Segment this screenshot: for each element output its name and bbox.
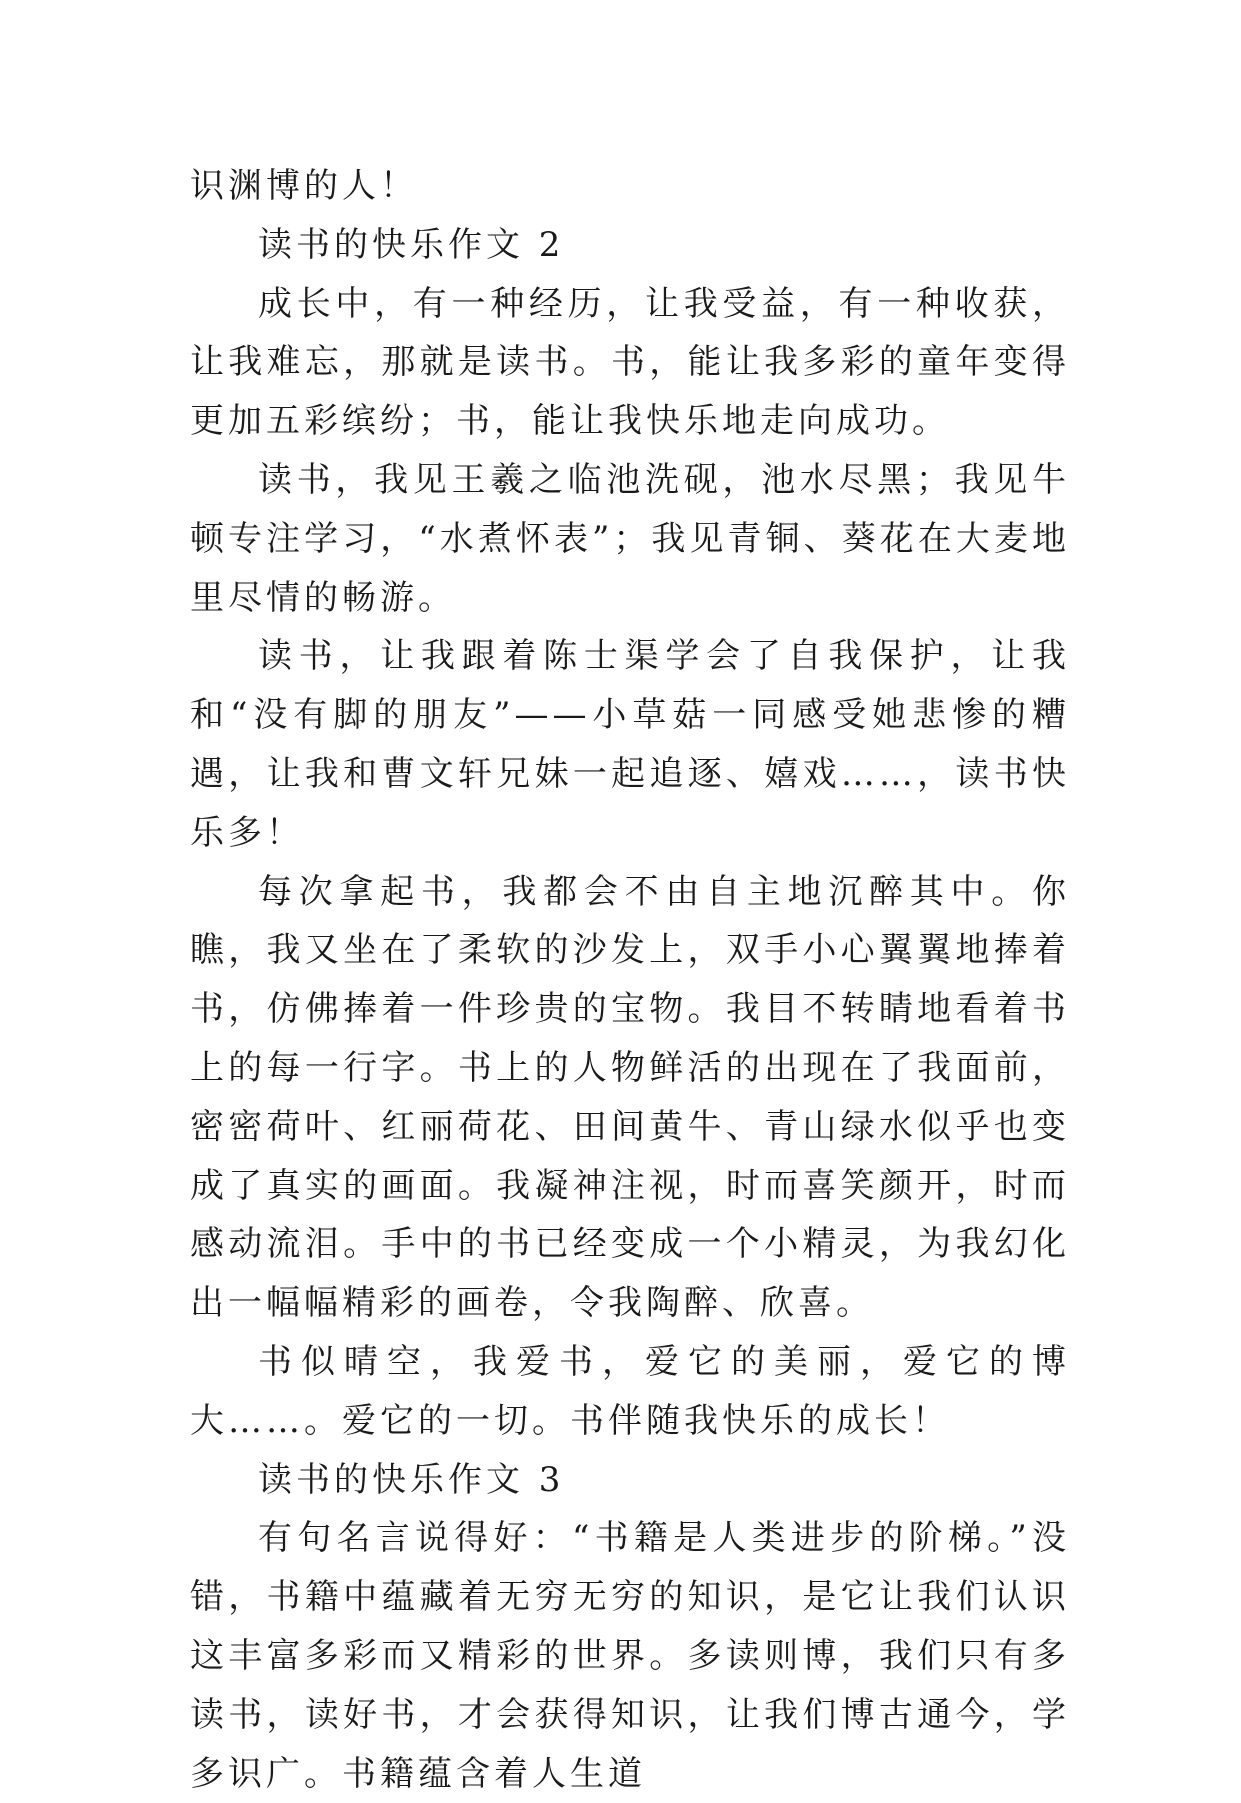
section-heading-3: 读书的快乐作文 3 [258, 1459, 565, 1500]
continuation-paragraph: 识渊博的人！ [190, 166, 418, 206]
paragraph: 每次拿起书，我都会不由自主地沉醉其中。你瞧，我又坐在了柔软的沙发上，双手小心翼翼地捧着书，仿佛捧着一件珍贵的宝物。我目不转睛地看着书上的每一行字。书上的人物鲜活的出现在了我面前，密密荷叶、红丽荷花、田间黄牛、青山绿水似乎也变成了真实的画面。我凝神注视，时而喜笑颜开，时而感动流泪。手中的书已经变成一个小精灵，为我幻化出一幅幅精彩的画卷，令我陶醉、欣喜。 [190, 871, 1070, 1324]
paragraph: 读书，我见王羲之临池洗砚，池水尽黑；我见牛顿专注学习，“水煮怀表”；我见青铜、葵花在大麦地里尽情的畅游。 [190, 459, 1070, 618]
document-body [190, 157, 1070, 1803]
paragraph: 读书，让我跟着陈士渠学会了自我保护，让我和“没有脚的朋友”——小草菇一同感受她悲惨的糟遇，让我和曹文轩兄妹一起追逐、嬉戏……，读书快乐多！ [190, 636, 1070, 853]
section-heading-2: 读书的快乐作文 2 [258, 224, 565, 265]
paragraph: 成长中，有一种经历，让我受益，有一种收获，让我难忘，那就是读书。书，能让我多彩的童年变得更加五彩缤纷；书，能让我快乐地走向成功。 [190, 283, 1070, 442]
paragraph: 有句名言说得好：“书籍是人类进步的阶梯。”没错，书籍中蕴藏着无穷无穷的知识，是它让我们认识这丰富多彩而又精彩的世界。多读则博，我们只有多读书，读好书，才会获得知识，让我们博古通今，学多识广。书籍蕴含着人生道 [190, 1518, 1070, 1794]
paragraph: 书似晴空，我爱书，爱它的美丽，爱它的博大……。爱它的一切。书伴随我快乐的成长！ [190, 1341, 1070, 1441]
